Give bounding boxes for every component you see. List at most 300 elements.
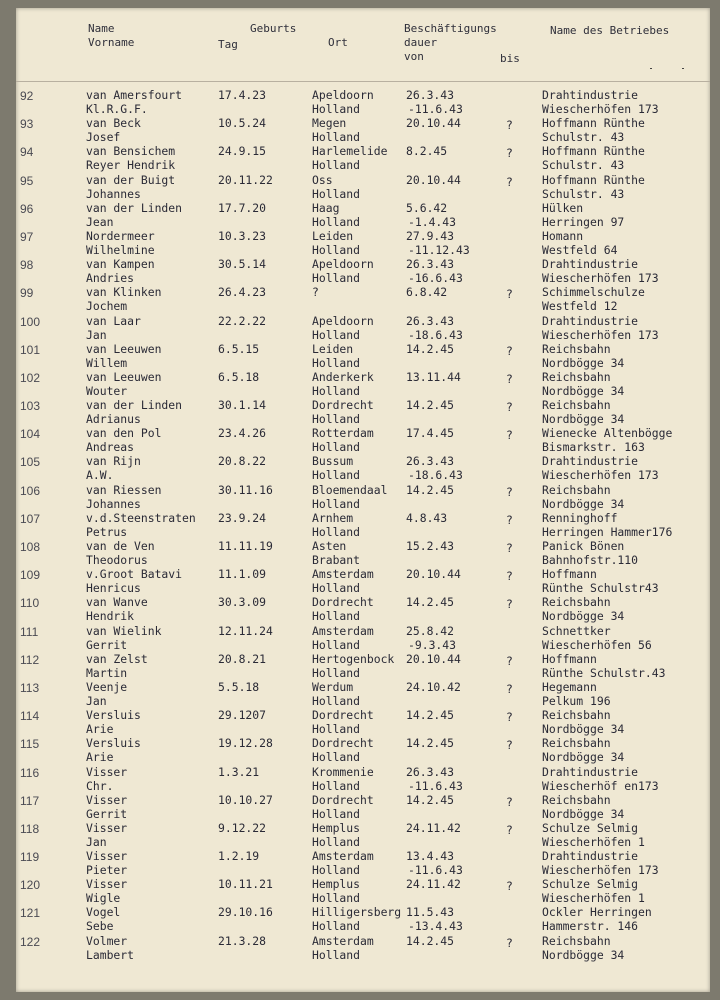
table-row: [16, 539, 710, 567]
birth-country: Holland: [312, 214, 361, 229]
employment-from: 24.10.42: [406, 679, 461, 694]
row-number: 94: [20, 145, 34, 160]
first-name: Willem: [86, 355, 128, 370]
company-name: Reichsbahn: [542, 933, 611, 948]
birth-place: Amsterdam: [312, 567, 374, 582]
company-name: Schnettker: [542, 623, 611, 638]
header-name: Name: [88, 22, 115, 35]
table-row: [16, 708, 710, 736]
company-address: Wiescherhöfen 173: [542, 863, 659, 878]
company-address: Wiescherhöfen 173: [542, 327, 659, 342]
birth-place: Krommenie: [312, 764, 374, 779]
header-vorname: Vorname: [88, 36, 135, 49]
birth-place: Dordrecht: [312, 792, 374, 807]
birth-country: Holland: [312, 186, 361, 201]
unknown-end-mark: ?: [506, 879, 513, 894]
birth-country: Holland: [312, 722, 361, 737]
employment-from: 8.2.45: [406, 144, 448, 159]
surname: van de Ven: [86, 539, 155, 553]
surname: van Laar: [86, 313, 141, 328]
company-name: Hoffmann Rünthe: [542, 116, 645, 131]
first-name: Arie: [86, 750, 114, 765]
birth-place: Hertogenbock: [312, 651, 395, 666]
row-number: 108: [20, 540, 41, 554]
first-name: Andreas: [86, 440, 135, 455]
birth-date: 10.10.27: [218, 792, 273, 807]
header-tick: [682, 68, 684, 69]
row-number: 122: [20, 934, 41, 949]
header-von: von: [404, 50, 424, 63]
surname: van der Linden: [86, 398, 183, 413]
birth-country: Holland: [312, 665, 361, 680]
birth-place: Megen: [312, 116, 347, 131]
unknown-end-mark: ?: [506, 794, 513, 809]
table-row: [16, 398, 710, 426]
surname: van der Buigt: [86, 172, 176, 187]
company-name: Reichsbahn: [542, 595, 611, 610]
company-address: Wiescherhöfen 1: [542, 834, 645, 849]
unknown-end-mark: ?: [506, 428, 513, 443]
company-address: Schulstr. 43: [542, 158, 625, 173]
header-beschaeftigung: Beschäftigungs: [404, 22, 497, 35]
employment-from: 25.8.42: [406, 623, 455, 638]
birth-country: Holland: [312, 750, 361, 765]
table-row: [16, 342, 710, 370]
row-number: 93: [20, 117, 34, 132]
surname: van Wanve: [86, 595, 148, 610]
employment-from: 5.6.42: [406, 200, 448, 215]
surname: van Amersfourt: [86, 88, 183, 102]
birth-date: 6.5.18: [218, 369, 260, 384]
company-address: Herringen 97: [542, 214, 625, 229]
employment-to: -18.6.43: [408, 468, 463, 483]
row-number: 96: [20, 201, 34, 216]
company-address: Wiescherhöfen 173: [542, 271, 659, 286]
birth-country: Holland: [312, 355, 361, 370]
birth-date: 5.5.18: [218, 679, 260, 694]
employment-from: 20.10.44: [406, 116, 461, 131]
row-number: 121: [20, 906, 41, 921]
first-name: Jan: [86, 327, 107, 342]
surname: Visser: [86, 820, 128, 835]
surname: van Kampen: [86, 257, 155, 272]
first-name: Johannes: [86, 186, 141, 201]
first-name: Johannes: [86, 496, 141, 511]
first-name: Martin: [86, 665, 128, 680]
table-row: [16, 905, 710, 933]
company-name: Hülken: [542, 200, 584, 215]
birth-place: Amsterdam: [312, 933, 374, 948]
table-row: [16, 567, 710, 595]
employment-from: 24.11.42: [406, 877, 461, 892]
company-address: Hammerstr. 146: [542, 919, 639, 934]
table-row: [16, 483, 710, 511]
birth-date: 6.5.15: [218, 341, 260, 356]
first-name: Lambert: [86, 947, 135, 962]
first-name: Pieter: [86, 863, 128, 878]
company-address: Pelkum 196: [542, 693, 611, 708]
birth-country: Holland: [312, 158, 361, 173]
row-number: 111: [20, 624, 39, 639]
row-number: 104: [20, 427, 41, 442]
birth-date: 23.4.26: [218, 426, 267, 441]
birth-place: Rotterdam: [312, 426, 374, 441]
birth-country: Holland: [312, 834, 361, 849]
table-row: [16, 116, 710, 144]
employment-from: 26.3.43: [406, 88, 455, 102]
employment-from: 26.3.43: [406, 313, 455, 328]
row-number: 102: [20, 370, 41, 385]
surname: van Leeuwen: [86, 369, 162, 384]
table-body: [16, 88, 710, 962]
company-name: Ockler Herringen: [542, 905, 652, 920]
first-name: Jan: [86, 693, 107, 708]
company-address: Wiescherhöf en173: [542, 778, 659, 793]
table-row: [16, 88, 710, 116]
birth-country: Holland: [312, 412, 361, 427]
company-address: Bismarkstr. 163: [542, 440, 645, 455]
company-name: Reichsbahn: [542, 369, 611, 384]
birth-country: Holland: [312, 524, 361, 539]
first-name: A.W.: [86, 468, 114, 483]
surname: van Wielink: [86, 623, 162, 638]
unknown-end-mark: ?: [506, 146, 513, 161]
birth-country: Holland: [312, 778, 361, 793]
first-name: Theodorus: [86, 553, 148, 567]
birth-place: Amsterdam: [312, 849, 374, 864]
header-ort: Ort: [328, 36, 348, 49]
row-number: 98: [20, 258, 34, 273]
company-address: Wiescherhöfen 173: [542, 468, 659, 483]
unknown-end-mark: ?: [506, 343, 513, 358]
unknown-end-mark: ?: [506, 681, 513, 696]
row-number: 100: [20, 314, 41, 329]
surname: van den Pol: [86, 426, 162, 441]
birth-date: 10.5.24: [218, 116, 267, 131]
table-row: [16, 201, 710, 229]
header-dauer: dauer: [404, 36, 438, 49]
birth-date: 22.2.22: [218, 313, 267, 328]
birth-date: 20.8.22: [218, 454, 267, 469]
employment-to: -18.6.43: [408, 327, 463, 342]
row-number: 114: [20, 709, 40, 724]
birth-date: 21.3.28: [218, 933, 267, 948]
company-name: Schulze Selmig: [542, 820, 639, 835]
company-address: Rünthe Schulstr.43: [542, 665, 666, 680]
birth-date: 17.7.20: [218, 200, 267, 215]
company-name: Drahtindustrie: [542, 454, 639, 469]
first-name: Adrianus: [86, 412, 141, 427]
table-row: [16, 652, 710, 680]
table-row: [16, 229, 710, 257]
company-name: Drahtindustrie: [542, 88, 639, 102]
employment-from: 14.2.45: [406, 398, 455, 413]
employment-to: -11.6.43: [408, 778, 463, 793]
table-row: [16, 849, 710, 877]
company-address: Herringen Hammer176: [542, 524, 673, 539]
employment-from: 27.9.43: [406, 228, 455, 243]
surname: Vogel: [86, 905, 121, 920]
unknown-end-mark: ?: [506, 710, 513, 725]
unknown-end-mark: ?: [506, 400, 513, 415]
birth-place: Dordrecht: [312, 736, 374, 751]
surname: Veenje: [86, 679, 128, 694]
employment-to: -11.6.43: [408, 863, 463, 878]
birth-date: 10.11.21: [218, 877, 273, 892]
first-name: Wouter: [86, 383, 128, 398]
header-tag: Tag: [218, 38, 238, 51]
company-address: Rünthe Schulstr43: [542, 581, 659, 596]
employment-from: 26.3.43: [406, 454, 455, 469]
surname: van Riessen: [86, 482, 162, 497]
row-number: 115: [20, 737, 40, 752]
surname: van Leeuwen: [86, 341, 162, 356]
company-name: Homann: [542, 228, 584, 243]
surname: Versluis: [86, 736, 141, 751]
company-name: Reichsbahn: [542, 736, 611, 751]
birth-place: Leiden: [312, 228, 354, 243]
company-name: Reichsbahn: [542, 708, 611, 723]
birth-date: 11.11.19: [218, 539, 273, 553]
company-name: Panick Bönen: [542, 539, 625, 553]
first-name: Sebe: [86, 919, 114, 934]
birth-place: ?: [312, 285, 319, 300]
company-address: Nordbögge 34: [542, 609, 625, 624]
birth-place: Dordrecht: [312, 595, 374, 610]
employment-from: 14.2.45: [406, 341, 455, 356]
header-bis: bis: [500, 52, 520, 65]
birth-place: Dordrecht: [312, 398, 374, 413]
birth-country: Holland: [312, 102, 361, 116]
employment-from: 24.11.42: [406, 820, 461, 835]
company-name: Hoffmann Rünthe: [542, 172, 645, 187]
employment-from: 20.10.44: [406, 651, 461, 666]
unknown-end-mark: ?: [506, 484, 513, 499]
row-number: 120: [20, 878, 41, 893]
surname: Visser: [86, 764, 128, 779]
birth-country: Holland: [312, 242, 361, 257]
unknown-end-mark: ?: [506, 569, 513, 584]
birth-date: 17.4.23: [218, 88, 267, 102]
surname: van Klinken: [86, 285, 162, 300]
birth-country: Holland: [312, 581, 361, 596]
birth-place: Asten: [312, 539, 347, 553]
birth-place: Arnhem: [312, 510, 354, 525]
first-name: Gerrit: [86, 806, 128, 821]
birth-place: Leiden: [312, 341, 354, 356]
table-row: [16, 285, 710, 313]
birth-date: 30.11.16: [218, 482, 273, 497]
company-address: Wiescherhöfen 56: [542, 637, 652, 652]
birth-date: 20.8.21: [218, 651, 267, 666]
row-number: 107: [20, 511, 41, 526]
first-name: Petrus: [86, 524, 128, 539]
first-name: Gerrit: [86, 637, 128, 652]
employment-to: -11.6.43: [408, 102, 463, 116]
birth-date: 11.1.09: [218, 567, 267, 582]
row-number: 103: [20, 399, 41, 414]
company-address: Westfeld 64: [542, 242, 618, 257]
employment-from: 14.2.45: [406, 736, 455, 751]
table-row: [16, 173, 710, 201]
birth-country: Holland: [312, 468, 361, 483]
first-name: Jan: [86, 834, 107, 849]
company-address: Nordbögge 34: [542, 355, 625, 370]
surname: van Beck: [86, 116, 141, 131]
company-address: Nordbögge 34: [542, 496, 625, 511]
surname: Volmer: [86, 933, 128, 948]
company-name: Hegemann: [542, 679, 597, 694]
unknown-end-mark: ?: [506, 935, 513, 950]
birth-country: Holland: [312, 271, 361, 286]
birth-place: Hemplus: [312, 820, 361, 835]
unknown-end-mark: ?: [506, 371, 513, 386]
birth-country: Brabant: [312, 553, 361, 567]
table-row: [16, 934, 710, 962]
company-name: Drahtindustrie: [542, 849, 639, 864]
document-sheet: [16, 8, 710, 992]
birth-date: 1.2.19: [218, 849, 260, 864]
unknown-end-mark: ?: [506, 512, 513, 527]
birth-date: 10.3.23: [218, 228, 267, 243]
unknown-end-mark: ?: [506, 822, 513, 837]
employment-from: 13.11.44: [406, 369, 461, 384]
employment-from: 26.3.43: [406, 764, 455, 779]
table-row: [16, 257, 710, 285]
employment-from: 17.4.45: [406, 426, 455, 441]
first-name: Wilhelmine: [86, 242, 155, 257]
row-number: 113: [20, 680, 40, 695]
company-address: Westfeld 12: [542, 299, 618, 314]
company-address: Nordbögge 34: [542, 383, 625, 398]
company-name: Reichsbahn: [542, 482, 611, 497]
header-betrieb: Name des Betriebes: [550, 24, 670, 37]
birth-date: 9.12.22: [218, 820, 267, 835]
company-address: Nordbögge 34: [542, 947, 625, 962]
row-number: 97: [20, 229, 34, 244]
birth-date: 26.4.23: [218, 285, 267, 300]
first-name: Jean: [86, 214, 114, 229]
birth-country: Holland: [312, 891, 361, 906]
birth-place: Amsterdam: [312, 623, 374, 638]
unknown-end-mark: ?: [506, 541, 513, 555]
birth-place: Harlemelide: [312, 144, 388, 159]
table-row: [16, 595, 710, 623]
first-name: Kl.R.G.F.: [86, 102, 148, 116]
first-name: Andries: [86, 271, 135, 286]
row-number: 117: [20, 793, 40, 808]
birth-date: 23.9.24: [218, 510, 267, 525]
birth-place: Apeldoorn: [312, 313, 374, 328]
row-number: 99: [20, 286, 34, 301]
birth-country: Holland: [312, 806, 361, 821]
surname: v.d.Steenstraten: [86, 510, 196, 525]
employment-to: -16.6.43: [408, 271, 463, 286]
company-name: Schimmelschulze: [542, 285, 645, 300]
unknown-end-mark: ?: [506, 597, 513, 612]
employment-to: -9.3.43: [408, 637, 457, 652]
row-number: 116: [20, 765, 40, 780]
employment-to: -11.12.43: [408, 242, 470, 257]
birth-place: Apeldoorn: [312, 257, 374, 272]
table-row: [16, 680, 710, 708]
birth-place: Werdum: [312, 679, 354, 694]
first-name: Hendrik: [86, 609, 135, 624]
company-name: Schulze Selmig: [542, 877, 639, 892]
birth-place: Anderkerk: [312, 369, 374, 384]
company-name: Hoffmann Rünthe: [542, 144, 645, 159]
employment-from: 20.10.44: [406, 567, 461, 582]
surname: van Rijn: [86, 454, 141, 469]
header-geburts: Geburts: [250, 22, 297, 35]
birth-country: Holland: [312, 609, 361, 624]
birth-country: Holland: [312, 919, 361, 934]
company-address: Nordbögge 34: [542, 722, 625, 737]
birth-place: Apeldoorn: [312, 88, 374, 102]
table-row: [16, 793, 710, 821]
birth-date: 12.11.24: [218, 623, 273, 638]
birth-place: Haag: [312, 200, 340, 215]
first-name: Jochem: [86, 299, 128, 314]
birth-date: 29.1207: [218, 708, 267, 723]
birth-date: 1.3.21: [218, 764, 260, 779]
table-row: [16, 454, 710, 482]
first-name: Arie: [86, 722, 114, 737]
birth-place: Oss: [312, 172, 333, 187]
birth-date: 30.1.14: [218, 398, 267, 413]
row-number: 105: [20, 455, 41, 470]
table-row: [16, 736, 710, 764]
table-row: [16, 765, 710, 793]
employment-from: 4.8.43: [406, 510, 448, 525]
row-number: 110: [20, 596, 40, 611]
employment-from: 6.8.42: [406, 285, 448, 300]
table-row: [16, 144, 710, 172]
birth-country: Holland: [312, 863, 361, 878]
birth-date: 30.5.14: [218, 257, 267, 272]
first-name: Chr.: [86, 778, 114, 793]
company-name: Hoffmann: [542, 651, 597, 666]
unknown-end-mark: ?: [506, 653, 513, 668]
employment-from: 20.10.44: [406, 172, 461, 187]
row-number: 101: [20, 342, 41, 357]
company-address: Nordbögge 34: [542, 412, 625, 427]
company-name: Reichsbahn: [542, 341, 611, 356]
header-divider: [16, 81, 710, 82]
employment-from: 14.2.45: [406, 933, 455, 948]
header-tick: [650, 68, 652, 69]
employment-from: 14.2.45: [406, 708, 455, 723]
surname: Versluis: [86, 708, 141, 723]
company-address: Schulstr. 43: [542, 130, 625, 145]
unknown-end-mark: ?: [506, 118, 513, 133]
row-number: 95: [20, 173, 34, 188]
company-address: Nordbögge 34: [542, 806, 625, 821]
company-name: Drahtindustrie: [542, 764, 639, 779]
first-name: Reyer Hendrik: [86, 158, 176, 173]
table-row: [16, 624, 710, 652]
row-number: 106: [20, 483, 41, 498]
employment-from: 15.2.43: [406, 539, 455, 553]
employment-from: 14.2.45: [406, 792, 455, 807]
birth-place: Bussum: [312, 454, 354, 469]
surname: Visser: [86, 877, 128, 892]
company-name: Drahtindustrie: [542, 313, 639, 328]
employment-to: -13.4.43: [408, 919, 463, 934]
first-name: Henricus: [86, 581, 141, 596]
table-row: [16, 511, 710, 539]
table-row: [16, 370, 710, 398]
